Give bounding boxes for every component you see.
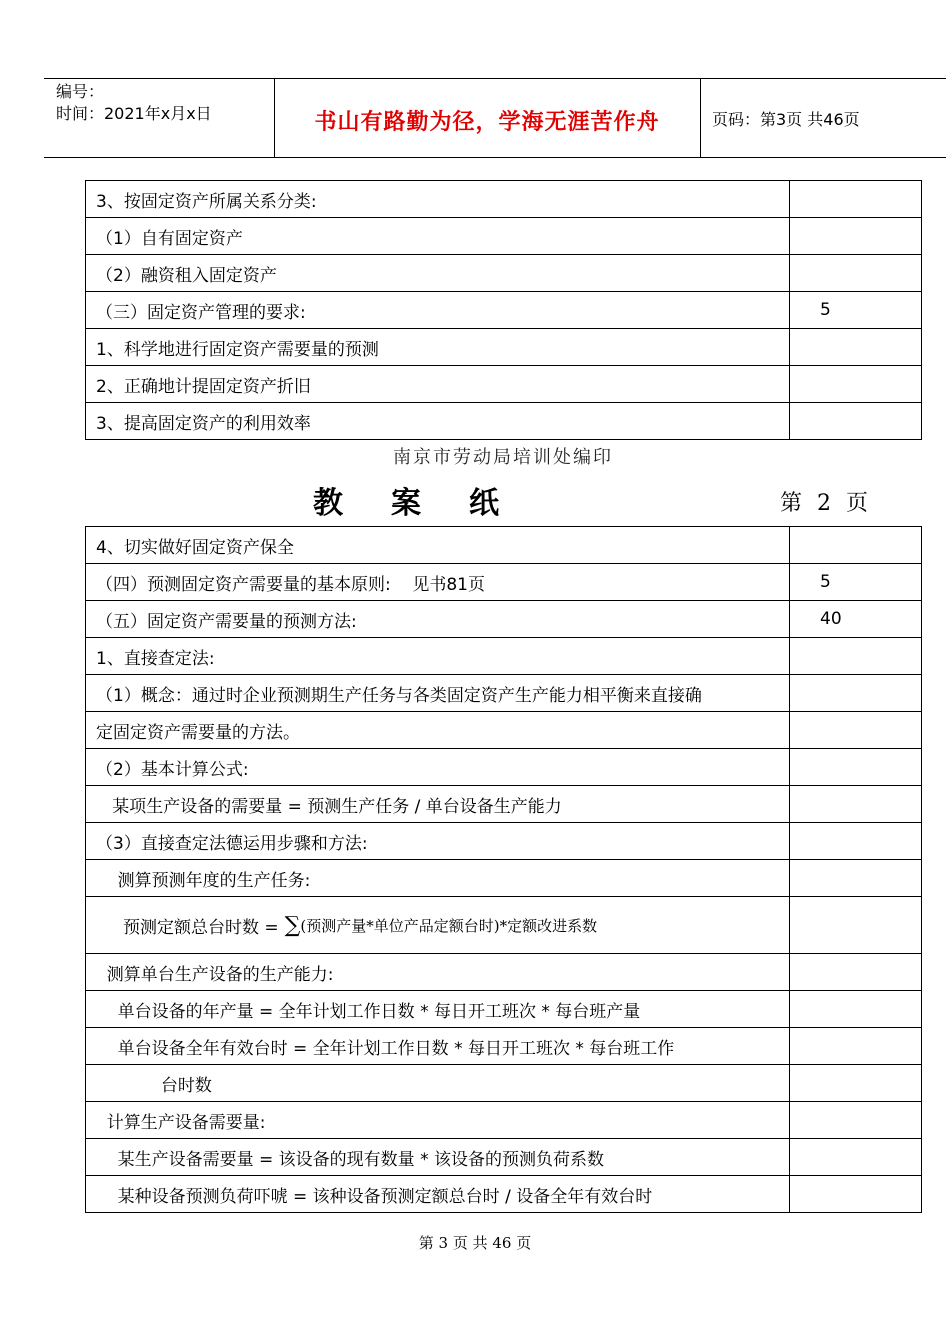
table-row bbox=[86, 860, 922, 897]
row-text: 测算单台生产设备的生产能力: bbox=[86, 954, 790, 991]
row-value bbox=[790, 527, 922, 564]
row-value bbox=[790, 786, 922, 823]
page-footer: 第 3 页 共 46 页 bbox=[418, 1234, 532, 1252]
sheet-page-number: 第 2 页 bbox=[780, 491, 872, 516]
row-text: （3）直接查定法德运用步骤和方法: bbox=[86, 823, 790, 860]
row-text: 3、提高固定资产的利用效率 bbox=[86, 403, 790, 440]
row-value bbox=[790, 1176, 922, 1213]
row-value bbox=[790, 1139, 922, 1176]
table-row bbox=[86, 1139, 922, 1176]
row-value bbox=[790, 255, 922, 292]
row-value bbox=[790, 897, 922, 954]
row-value bbox=[790, 823, 922, 860]
row-text: 某生产设备需要量 = 该设备的现有数量 * 该设备的预测负荷系数 bbox=[86, 1139, 790, 1176]
table-row bbox=[86, 991, 922, 1028]
table-row bbox=[86, 749, 922, 786]
row-text: （1）自有固定资产 bbox=[86, 218, 790, 255]
row-text: （三）固定资产管理的要求: bbox=[86, 292, 790, 329]
row-text: 定固定资产需要量的方法。 bbox=[86, 712, 790, 749]
table-row bbox=[86, 823, 922, 860]
table-row bbox=[86, 292, 922, 329]
table-row bbox=[86, 897, 922, 954]
row-text: 某种设备预测负荷吓唬 = 该种设备预测定额总台时 / 设备全年有效台时 bbox=[86, 1176, 790, 1213]
table-row bbox=[86, 1102, 922, 1139]
row-text: （2）基本计算公式: bbox=[86, 749, 790, 786]
serial-label: 编号： bbox=[56, 82, 105, 101]
header-motto: 书山有路勤为径，学海无涯苦作舟 bbox=[314, 110, 660, 135]
row-value bbox=[790, 1102, 922, 1139]
table-row bbox=[86, 786, 922, 823]
row-value bbox=[790, 403, 922, 440]
row-value bbox=[790, 329, 922, 366]
table-row bbox=[86, 712, 922, 749]
row-text: 2、正确地计提固定资产折旧 bbox=[86, 366, 790, 403]
row-value bbox=[790, 954, 922, 991]
table-row bbox=[86, 954, 922, 991]
row-text: 某项生产设备的需要量 = 预测生产任务 / 单台设备生产能力 bbox=[86, 786, 790, 823]
row-value bbox=[790, 749, 922, 786]
formula-cell bbox=[86, 897, 790, 954]
table-row bbox=[86, 255, 922, 292]
row-value bbox=[790, 1065, 922, 1102]
header-divider bbox=[700, 79, 701, 157]
row-value bbox=[790, 1028, 922, 1065]
table-row bbox=[86, 675, 922, 712]
table-row bbox=[86, 366, 922, 403]
row-text: 台时数 bbox=[86, 1065, 790, 1102]
row-value bbox=[790, 675, 922, 712]
row-text: 4、切实做好固定资产保全 bbox=[86, 527, 790, 564]
row-text: 单台设备的年产量 = 全年计划工作日数 * 每日开工班次 * 每台班产量 bbox=[86, 991, 790, 1028]
row-value bbox=[790, 712, 922, 749]
row-text: （五）固定资产需要量的预测方法: bbox=[86, 601, 790, 638]
table-row bbox=[86, 181, 922, 218]
header-meta bbox=[56, 81, 212, 125]
table-row bbox=[86, 218, 922, 255]
row-text: 单台设备全年有效台时 = 全年计划工作日数 * 每日开工班次 * 每台班工作 bbox=[86, 1028, 790, 1065]
row-value bbox=[790, 218, 922, 255]
table-row bbox=[86, 329, 922, 366]
row-text: 计算生产设备需要量: bbox=[86, 1102, 790, 1139]
lesson-table-2 bbox=[85, 526, 922, 1213]
formula-label: 预测定额总台时数 = bbox=[96, 917, 279, 938]
row-value bbox=[790, 860, 922, 897]
row-value: 5 bbox=[790, 564, 922, 601]
sum-symbol: ∑ bbox=[284, 912, 301, 938]
table-row bbox=[86, 638, 922, 675]
row-value bbox=[790, 366, 922, 403]
time-label: 时间：2021年x月x日 bbox=[56, 104, 212, 123]
sheet-title: 教案纸 bbox=[313, 486, 547, 521]
table-row bbox=[86, 1065, 922, 1102]
row-text: （2）融资租入固定资产 bbox=[86, 255, 790, 292]
row-text: 3、按固定资产所属关系分类: bbox=[86, 181, 790, 218]
formula bbox=[96, 913, 597, 938]
row-value bbox=[790, 991, 922, 1028]
row-text: 1、科学地进行固定资产需要量的预测 bbox=[86, 329, 790, 366]
formula-expression: (预测产量*单位产品定额台时)*定额改进系数 bbox=[300, 916, 598, 935]
table-row bbox=[86, 564, 922, 601]
row-value bbox=[790, 638, 922, 675]
table-row bbox=[86, 1028, 922, 1065]
table-row bbox=[86, 1176, 922, 1213]
row-text: （四）预测固定资产需要量的基本原则: 见书81页 bbox=[86, 564, 790, 601]
row-value: 40 bbox=[790, 601, 922, 638]
lesson-table-1 bbox=[85, 180, 922, 440]
header-page-info: 页码：第3页 共46页 bbox=[712, 110, 860, 129]
table-row bbox=[86, 527, 922, 564]
row-text: 测算预测年度的生产任务: bbox=[86, 860, 790, 897]
row-value: 5 bbox=[790, 292, 922, 329]
table-row bbox=[86, 403, 922, 440]
row-text: 1、直接查定法: bbox=[86, 638, 790, 675]
table-row bbox=[86, 601, 922, 638]
row-text: （1）概念：通过时企业预测期生产任务与各类固定资产生产能力相平衡来直接确 bbox=[86, 675, 790, 712]
printer-line: 南京市劳动局培训处编印 bbox=[393, 447, 613, 468]
row-value bbox=[790, 181, 922, 218]
document-header bbox=[44, 78, 946, 158]
